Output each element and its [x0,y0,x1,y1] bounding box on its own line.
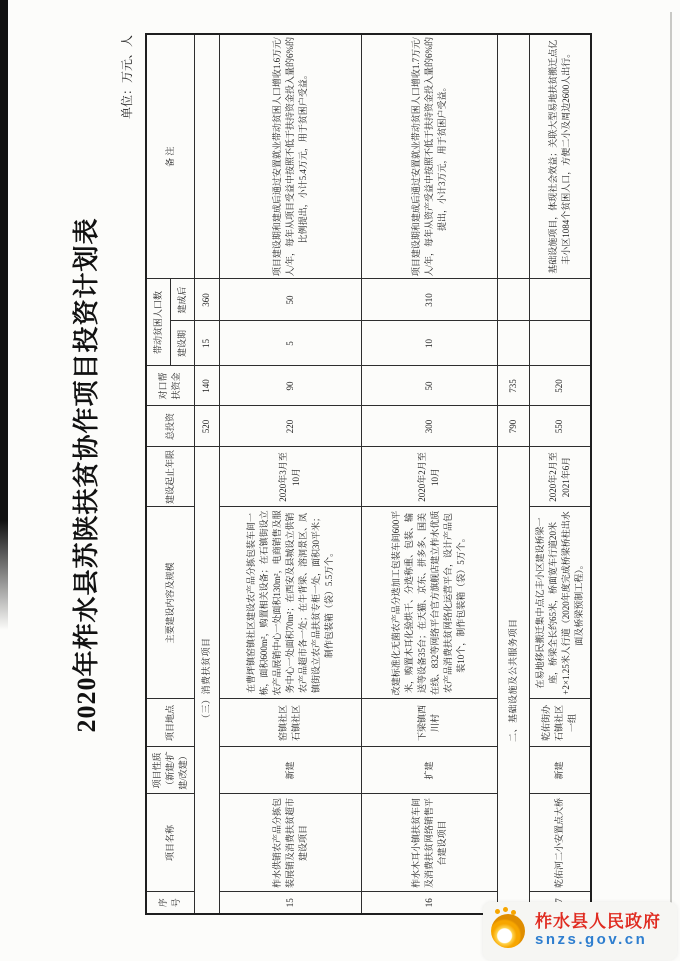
cell-no: 16 [361,892,497,914]
header-daidong: 带动贫困人口数 [146,279,170,366]
cell-content: 在曹坪镇窑镇社区建设农产品分拣包装车间一栋，面积600m²，购置相关设备；在石镇街设立农产品展销中心一处面积130m²，电商销售及服务中心一处面积70m²；在西安及县城设立供销农产品超市各一处；在牛背梁、溶洞景区、凤镇街设立农产品扶贫专柜一处，面积30平米；制作包装箱（袋）5.5万个。 [219,507,361,699]
section-row-infrastructure [497,34,529,914]
cell-content: 在易地移民搬迁集中点亿丰小区建设桥梁一座，桥梁全长约65米，桥面宽车行道20米+2×1.25米人行道（2020年度完成桥梁桥柱出水面及桥梁预制工程）。 [529,507,591,699]
investment-plan-table [145,33,592,915]
cell-project-name: 柞水供销农产品分拣包装展销及消费扶贫超市建设项目 [219,794,361,892]
section-row-consumption [194,34,219,914]
cell-period: 2020年2月至2021年6月 [529,447,591,507]
cell-project-name: 乾佑河二小安置点大桥 [529,794,591,892]
cell-duikou: 90 [219,366,361,406]
header-nature: 项目性质（新建/扩建/改建） [146,747,194,794]
cell-duikou: 140 [194,366,219,406]
cell-jianshe [497,321,529,366]
header-project-name: 项目名称 [146,794,194,892]
gov-name: 柞水县人民政府 [535,912,661,932]
gov-url: snzs.gov.cn [535,931,648,949]
header-remark: 备 注 [146,34,194,279]
cell-total: 520 [194,406,219,447]
header-duikou: 对口帮扶资金 [146,366,194,406]
gov-watermark [483,902,677,960]
cell-period: 2020年3月至10月 [219,447,361,507]
cell-nature: 新建 [219,747,361,794]
cell-remark [194,34,219,279]
cell-no: 15 [219,892,361,914]
header-content: 主要建设内容及规模 [146,507,194,699]
unit-note: 单位：万元、人 [120,35,134,120]
cell-jiancheng [529,279,591,321]
cell-jianshe: 5 [219,321,361,366]
cell-duikou: 520 [529,366,591,406]
cell-location: 乾佑街办石镇社区一组 [529,699,591,747]
cell-remark: 项目建设期和建成后通过安置就业带动贫困人口增收1.7万元/人/年，每年从资产受益中按照不低于扶持资金投入量的6%的提出，小计3万元，用于贫困户受益。 [361,34,497,279]
cell-location: 下梁镇西川村 [361,699,497,747]
document-title: 2020年柞水县苏陕扶贫协作项目投资计划表 [72,217,101,733]
header-xuhao: 序号 [146,892,194,914]
header-total: 总投资 [146,406,194,447]
cell-project-name: 柞水木耳小镇扶贫车间及消费扶贫网络销售平台建设项目 [361,794,497,892]
header-jiancheng: 建成后 [170,279,194,321]
project-row-15 [219,34,361,914]
cell-jianshe: 15 [194,321,219,366]
cell-duikou: 50 [361,366,497,406]
cell-total: 300 [361,406,497,447]
cell-location: 窑镇社区石镇社区 [219,699,361,747]
header-row-1 [146,34,170,914]
gov-logo-icon [491,914,525,948]
cell-jianshe [529,321,591,366]
cell-jianshe: 10 [361,321,497,366]
cell-total: 790 [497,406,529,447]
section-label: （三）消费扶贫项目 [194,447,219,914]
cell-remark: 基础设施项目，体现社会效益；关联大型易地扶贫搬迁点亿丰小区1084个贫困人口，方便二小及周边2600人出行。 [529,34,591,279]
header-location: 项目地点 [146,699,194,747]
cell-period: 2020年2月至10月 [361,447,497,507]
header-jianshe: 建设期 [170,321,194,366]
cell-nature: 新建 [529,747,591,794]
section-label: 二、基础设施及公共服务项目 [497,447,529,914]
project-row-17 [529,34,591,914]
project-row-16 [361,34,497,914]
cell-jiancheng [497,279,529,321]
cell-total: 550 [529,406,591,447]
cell-duikou: 735 [497,366,529,406]
cell-remark: 项目建设期和建成后通过安置就业带动贫困人口增收1.6万元/人/年，每年从项目受益中按照不低于扶持资金投入量的6%的比例提出，小计5.4万元，用于贫困户受益。 [219,34,361,279]
cell-jiancheng: 360 [194,279,219,321]
cell-content: 改建标准化无菌农产品分选加工包装车间600平米，购置木耳化验烘干、分选称重、包装、输送等设备35台；在天猫、京东、拼多多、国美在线、832等网络平台官方旗舰店建立柞水优质农产品消费扶贫网络化运营平台，设计产品包装10个，制作包装箱（袋）5万个。 [361,507,497,699]
gov-watermark-text [535,913,661,948]
cell-jiancheng: 310 [361,279,497,321]
cell-remark [497,34,529,279]
cell-jiancheng: 50 [219,279,361,321]
cell-nature: 扩建 [361,747,497,794]
header-period: 建设起止年限 [146,447,194,507]
cell-total: 220 [219,406,361,447]
